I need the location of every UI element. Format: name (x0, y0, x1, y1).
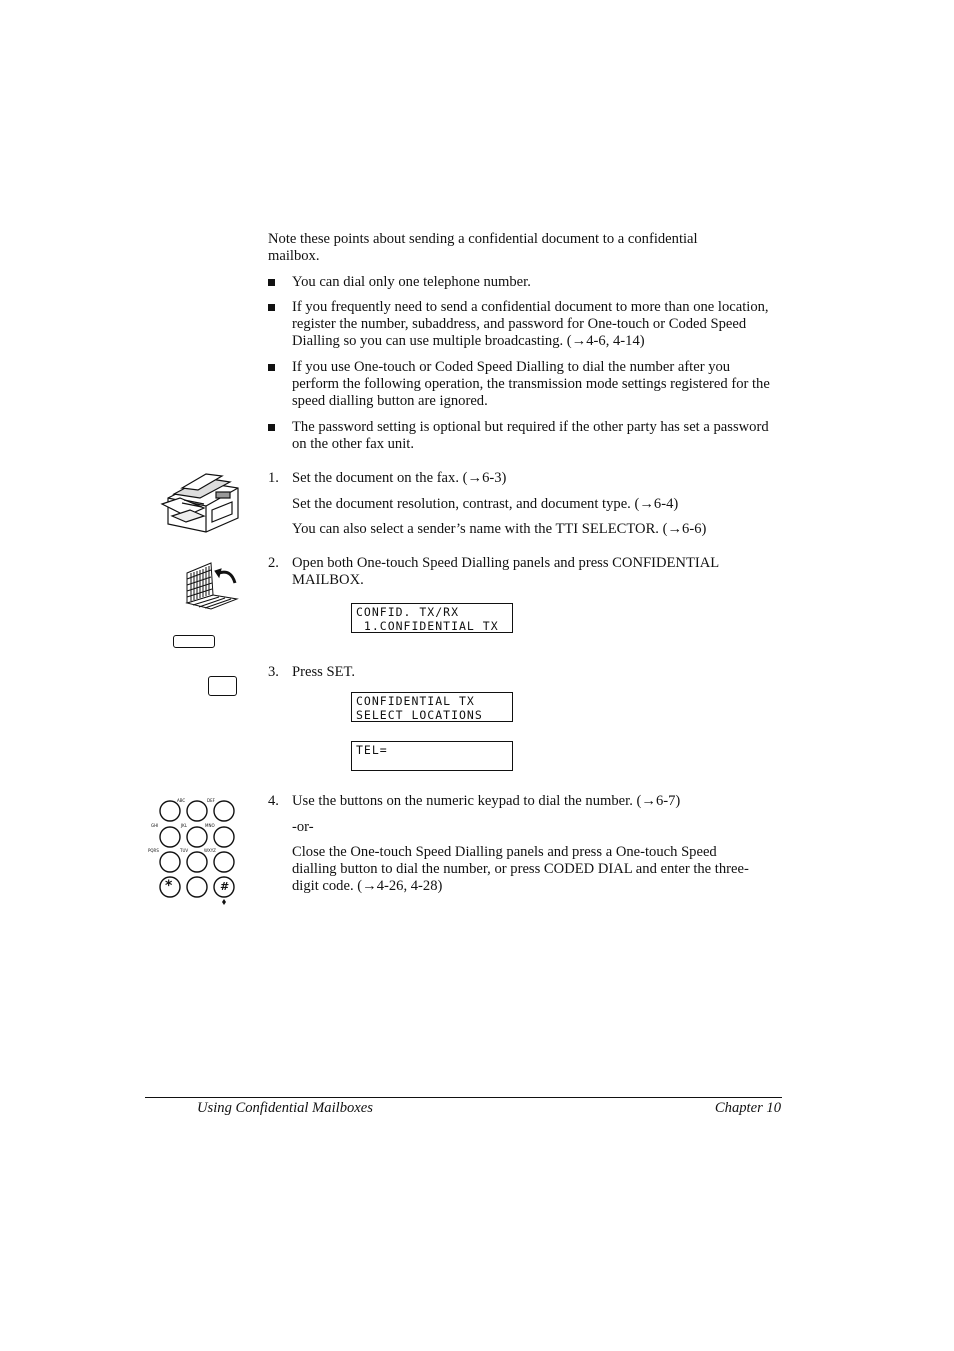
lcd-display: TEL= (351, 741, 513, 771)
key-letters: PQRS (148, 848, 159, 853)
lcd-display: CONFIDENTIAL TX SELECT LOCATIONS (351, 692, 513, 722)
key-letters: DEF (207, 798, 215, 803)
key-letters: GHI (151, 823, 159, 828)
bullet-text: If you use One-touch or Coded Speed Dialling to dial the number after you perform the following operation, the transmission mode settings registered for the speed dialling button are ignored. (292, 359, 770, 409)
bullet-square-icon (268, 304, 275, 311)
bullet-text: You can dial only one telephone number. (292, 274, 531, 290)
step-text: Set the document on the fax. (→6-3) (292, 470, 507, 486)
footer-section-title: Using Confidential Mailboxes (197, 1100, 373, 1116)
hash-key-label: # (220, 880, 230, 893)
step-subtext: You can also select a sender’s name with the TTI SELECTOR. (→6-6) (292, 521, 707, 537)
step-text: Use the buttons on the numeric keypad to dial the number. (→6-7) (292, 793, 681, 809)
step-subtext: Set the document resolution, contrast, and document type. (→6-4) (292, 496, 679, 512)
bullet-square-icon (268, 424, 275, 431)
intro-paragraph: Note these points about sending a confidential document to a confidential mailbox. (268, 231, 698, 264)
key-letters: ABC (177, 798, 186, 803)
numeric-keypad-icon (146, 796, 240, 906)
step-alt-text: Close the One-touch Speed Dialling panels and press a One-touch Speed dialling button to dial the number, or press CODED DIAL and enter the three-digit code. (→4-26, 4-28) (292, 844, 749, 894)
footer-rule (145, 1097, 782, 1098)
step-number: 2. (268, 555, 279, 571)
step-number: 1. (268, 470, 279, 486)
footer-chapter: Chapter 10 (714, 1100, 781, 1116)
star-key-label: * (165, 878, 173, 894)
open-panel-icon (183, 561, 241, 611)
bullet-square-icon (268, 279, 275, 286)
lcd-display: CONFID. TX/RX 1.CONFIDENTIAL TX (351, 603, 513, 633)
key-letters: MNO (205, 823, 215, 828)
key-letters: TUV (180, 848, 189, 853)
set-button-icon (208, 676, 237, 696)
bullet-square-icon (268, 364, 275, 371)
bullet-text: The password setting is optional but required if the other party has set a password on the other fax unit. (292, 419, 769, 452)
key-letters: WXYZ (204, 848, 216, 853)
step-text: Press SET. (292, 664, 355, 680)
confidential-mailbox-button-icon (173, 635, 215, 648)
bullet-text: If you frequently need to send a confidential document to more than one location, register the number, subaddress, and password for One-touch or Coded Speed Dialling so you can use multiple broadcasting. (→4-6, 4-14) (292, 299, 769, 349)
step-number: 3. (268, 664, 279, 680)
step-number: 4. (268, 793, 279, 809)
key-letters: JKL (181, 823, 188, 828)
fax-machine-icon (160, 470, 242, 536)
step-or: -or- (292, 819, 314, 835)
step-text: Open both One-touch Speed Dialling panels and press CONFIDENTIAL MAILBOX. (292, 555, 719, 588)
